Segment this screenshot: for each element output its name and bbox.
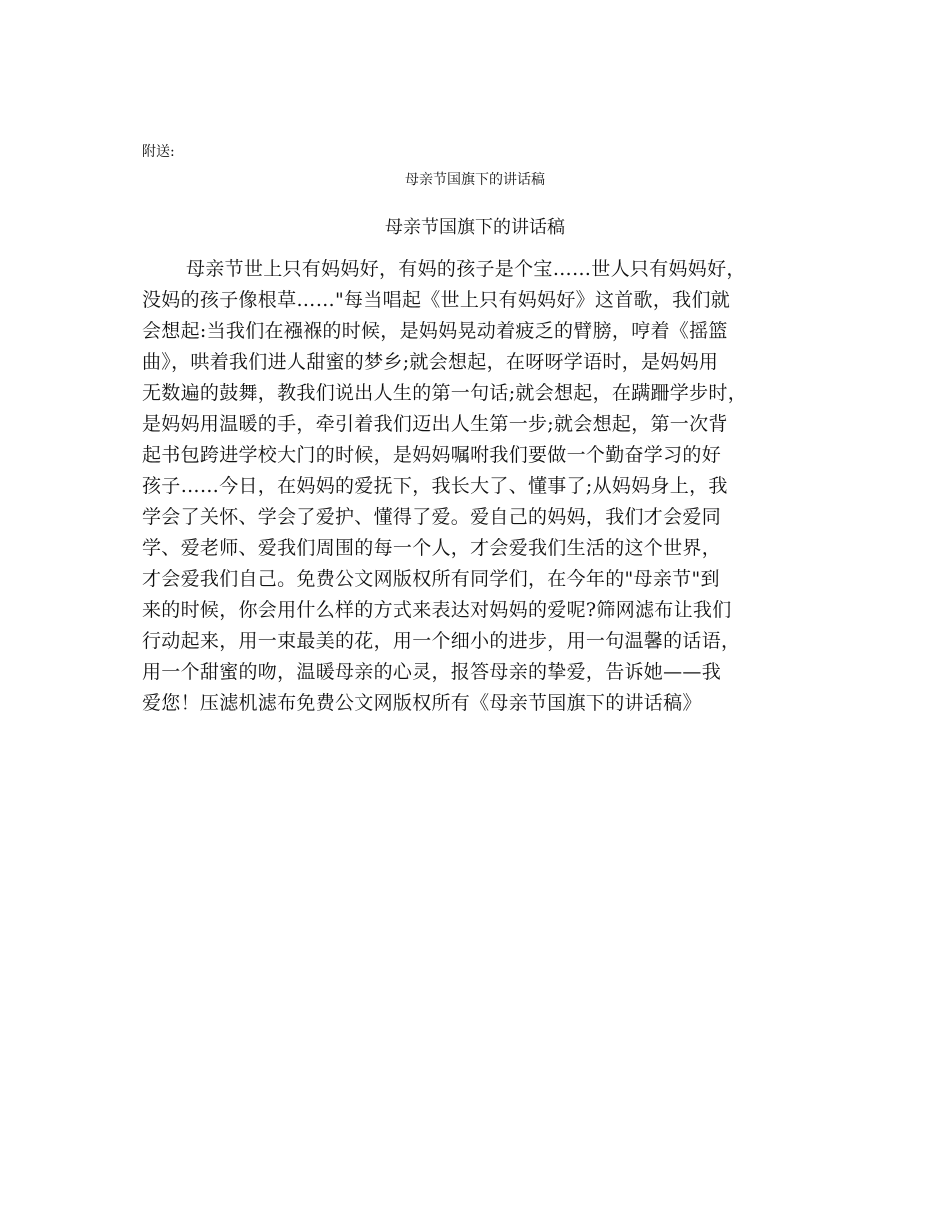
body-line: 爱您！压滤机滤布免费公文网版权所有《母亲节国旗下的讲话稿》 [142, 692, 702, 714]
body-line: 无数遍的鼓舞，教我们说出人生的第一句话;就会想起，在蹒跚学步时， [142, 382, 748, 404]
body-line: 母亲节世上只有妈妈好，有妈的孩子是个宝……世人只有妈妈好， [186, 258, 746, 280]
body-line: 学、爱老师、爱我们周围的每一个人，才会爱我们生活的这个世界， [142, 537, 722, 559]
body-line: 才会爱我们自己。免费公文网版权所有同学们，在今年的"母亲节"到 [142, 568, 720, 590]
body-line: 学会了关怀、学会了爱护、懂得了爱。爱自己的妈妈，我们才会爱同 [142, 506, 722, 528]
body-line: 行动起来，用一束最美的花，用一个细小的进步，用一句温馨的话语， [142, 630, 741, 652]
body-line: 是妈妈用温暖的手，牵引着我们迈出人生第一步;就会想起，第一次背 [142, 413, 728, 435]
document-subtitle: 母亲节国旗下的讲话稿 [405, 172, 545, 188]
document-title: 母亲节国旗下的讲话稿 [385, 217, 565, 238]
body-line: 来的时候，你会用什么样的方式来表达对妈妈的爱呢?筛网滤布让我们 [142, 599, 732, 621]
body-line: 用一个甜蜜的吻，温暖母亲的心灵，报答母亲的挚爱，告诉她——我 [142, 661, 722, 683]
body-line: 没妈的孩子像根草……"每当唱起《世上只有妈妈好》这首歌，我们就 [142, 289, 731, 311]
body-line: 会想起:当我们在襁褓的时候，是妈妈晃动着疲乏的臂膀，哼着《摇篮 [142, 320, 728, 342]
body-line: 曲》，哄着我们进人甜蜜的梦乡;就会想起，在呀呀学语时，是妈妈用 [142, 351, 719, 373]
speech-body [142, 254, 822, 719]
attached-label: 附送: [142, 144, 175, 160]
body-line: 起书包跨进学校大门的时候，是妈妈嘱咐我们要做一个勤奋学习的好 [142, 444, 722, 466]
body-line: 孩子……今日，在妈妈的爱抚下，我长大了、懂事了;从妈妈身上，我 [142, 475, 728, 497]
